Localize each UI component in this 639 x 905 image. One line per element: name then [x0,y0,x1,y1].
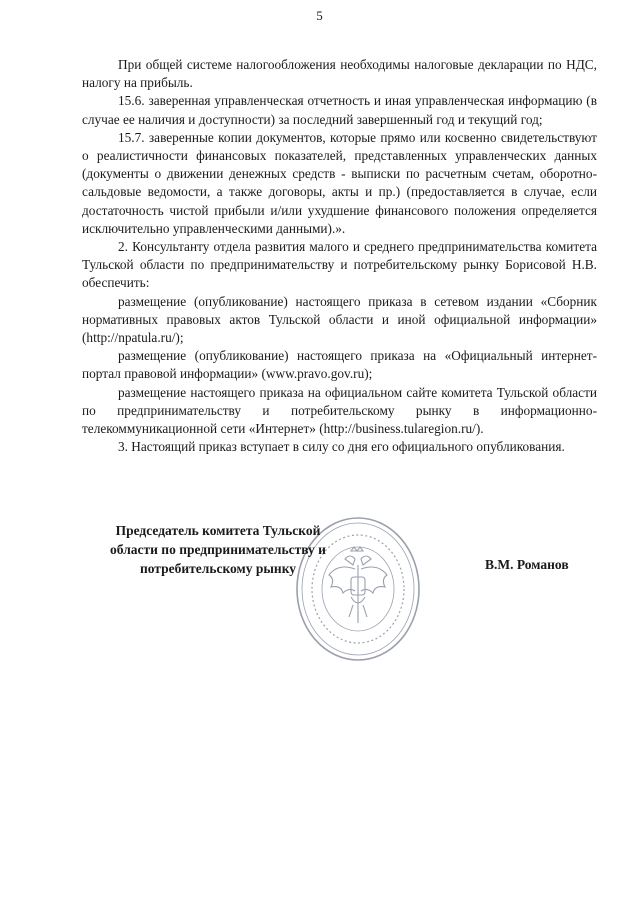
paragraph-tax-declarations: При общей системе налогообложения необходимы налоговые декларации по НДС, налогу на прибыль. [82,57,597,91]
paragraph-item-3: 3. Настоящий приказ вступает в силу со дня его официального опубликования. [118,439,565,455]
signatory-name: В.М. Романов [485,557,569,572]
signature-position [78,521,358,578]
document-body [82,56,597,456]
paragraph-publish-npatula: размещение (опубликование) настоящего приказа в сетевом издании «Сборник нормативных правовых актов Тульской области и иной официальной информации» (http://npatula.ru/); [82,293,597,346]
signature-position-line: потребительскому рынку [139,561,297,576]
page-number: 5 [316,8,323,23]
paragraph-15-6: 15.6. заверенная управленческая отчетность и иная управленческая информацию (в случае ее наличия и доступности) за последний завершенный год и текущий год; [82,93,597,127]
paragraph-item-2: 2. Консультанту отдела развития малого и среднего предпринимательства комитета Тульской области по предпринимательству и потребительскому рынку Борисовой Н.В. обеспечить: [82,239,597,291]
paragraph-publish-pravo: размещение (опубликование) настоящего приказа на «Официальный интернет-портал правовой информации» (www.pravo.gov.ru); [82,348,597,382]
signature-position-line: области по предпринимательству и [110,542,326,557]
paragraph-publish-business-site: размещение настоящего приказа на официальном сайте комитета Тульской области по предпринимательству и потребительскому рынку в информационно-телекоммуникационной сети «Интернет» (http://business.tularegion.ru/). [82,384,597,437]
signature-position-line: Председатель комитета Тульской [115,523,321,538]
paragraph-15-7: 15.7. заверенные копии документов, которые прямо или косвенно свидетельствуют о реалистичности финансовых показателей, представленных управленческих данных (документы о движении денежных средств - выписки по расчетным счетам, оборотно-сальдовые ведомости, а также договоры, акты и пр.) (предоставляется в случае, если достаточность чистой прибыли и/или ухудшение финансового положения определяется исключительно управленческими данными).». [82,129,597,236]
